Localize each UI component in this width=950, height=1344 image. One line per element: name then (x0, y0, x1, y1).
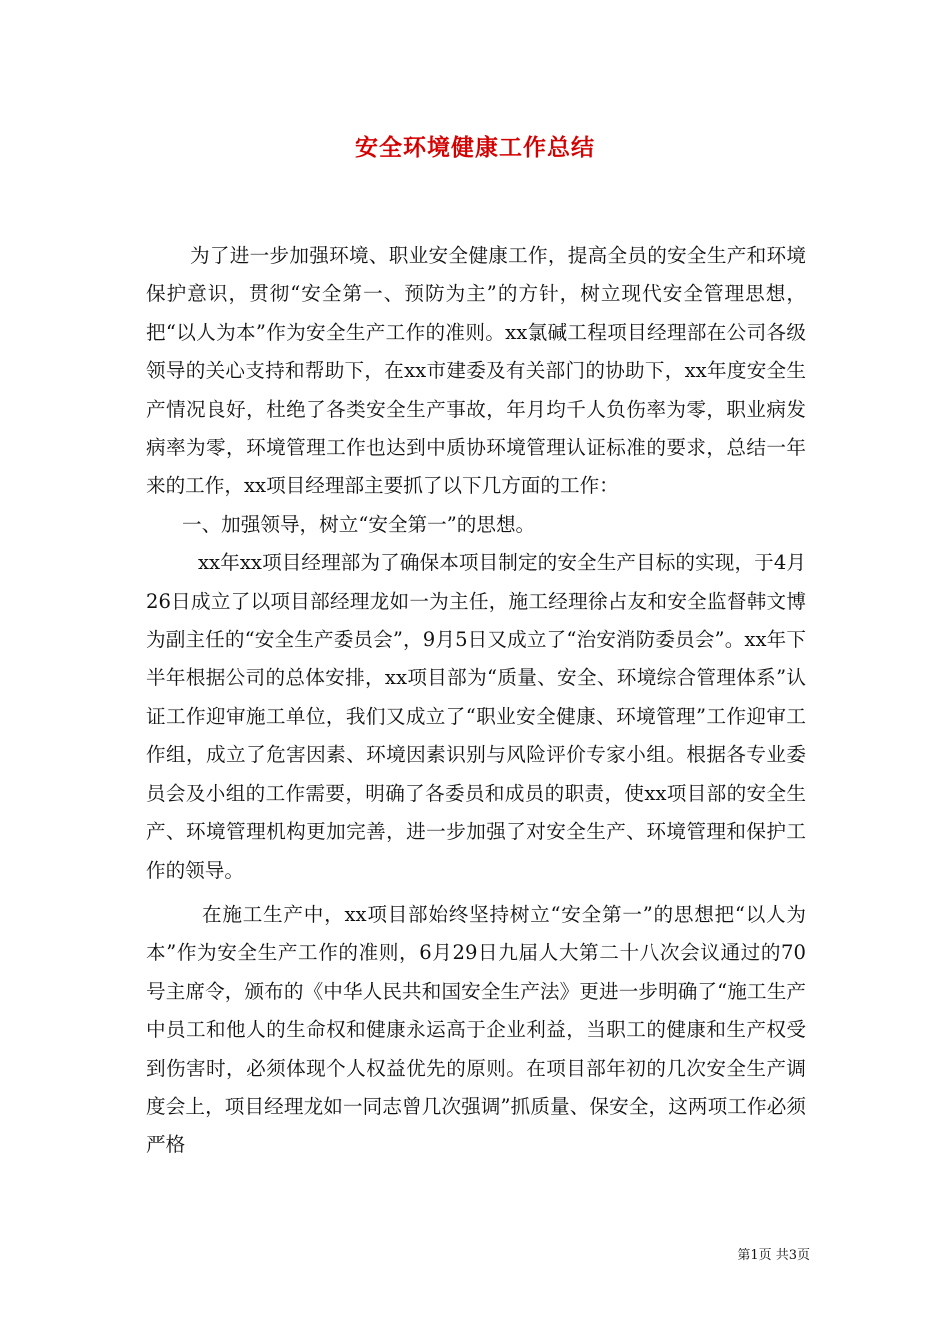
document-body (146, 237, 806, 1165)
paragraph-committees: xx年xx项目经理部为了确保本项目制定的安全生产目标的实现，于4月26日成立了以项目部经理龙如一为主任，施工经理徐占友和安全监督韩文博为副主任的“安全生产委员会”，9月5日又成立了“治安消防委员会”。xx年下半年根据公司的总体安排，xx项目部为“质量、安全、环境综合管理体系”认证工作迎审施工单位，我们又成立了“职业安全健康、环境管理”工作迎审工作组，成立了危害因素、环境因素识别与风险评价专家小组。根据各专业委员会及小组的工作需要，明确了各委员和成员的职责，使xx项目部的安全生产、环境管理机构更加完善，进一步加强了对安全生产、环境管理和保护工作的领导。 (146, 551, 806, 882)
section-heading-1: 一、加强领导，树立“安全第一”的思想。 (182, 512, 536, 536)
page-number: 第1页 共3页 (737, 1248, 810, 1263)
paragraph-safety-law: 在施工生产中，xx项目部始终坚持树立“安全第一”的思想把“以人为本”作为安全生产工作的准则，6月29日九届人大第二十八次会议通过的70号主席令，颁布的《中华人民共和国安全生产法》更进一步明确了“施工生产中员工和他人的生命权和健康永运高于企业利益，当职工的健康和生产权受到伤害时，必须体现个人权益优先的原则。在项目部年初的几次安全生产调度会上，项目经理龙如一同志曾几次强调”抓质量、保安全，这两项工作必须严格 (146, 902, 806, 1157)
document-title: 安全环境健康工作总结 (355, 135, 595, 161)
paragraph-intro: 为了进一步加强环境、职业安全健康工作，提高全员的安全生产和环境保护意识，贯彻“安全第一、预防为主”的方针，树立现代安全管理思想，把“以人为本”作为安全生产工作的准则。xx氯碱工程项目经理部在公司各级领导的关心支持和帮助下，在xx市建委及有关部门的协助下，xx年度安全生产情况良好，杜绝了各类安全生产事故，年月均千人负伤率为零，职业病发病率为零，环境管理工作也达到中质协环境管理认证标准的要求，总结一年来的工作，xx项目经理部主要抓了以下几方面的工作： (146, 244, 806, 498)
